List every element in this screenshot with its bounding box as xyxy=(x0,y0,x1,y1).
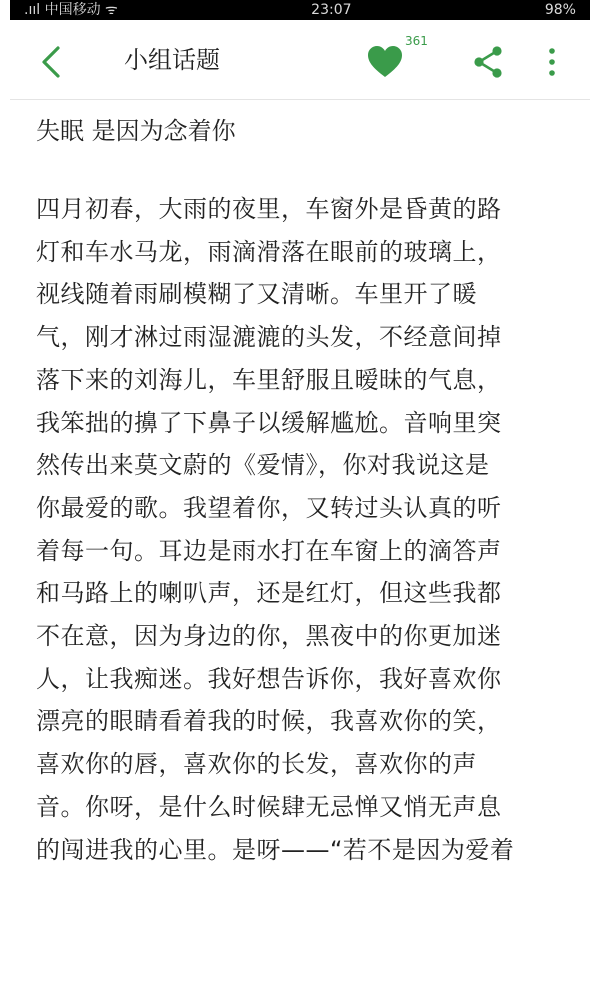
post-line: 音。你呀，是什么时候肆无忌惮又悄无声息 xyxy=(36,792,502,821)
post-line: 视线随着雨刷模糊了又清晰。车里开了暖 xyxy=(36,280,477,309)
post-body xyxy=(36,188,566,871)
share-button[interactable] xyxy=(470,44,506,80)
more-options-button[interactable] xyxy=(540,44,564,80)
post-line: 我笨拙的擤了下鼻子以缓解尴尬。音响里突 xyxy=(36,408,502,437)
post-line: 落下来的刘海儿，车里舒服且暧昧的气息， xyxy=(36,365,502,394)
post-line: 的闯进我的心里。是呀——“若不是因为爱着 xyxy=(36,835,515,864)
heart-icon xyxy=(365,44,405,80)
post-line: 不在意，因为身边的你，黑夜中的你更加迷 xyxy=(36,622,502,651)
post-line: 和马路上的喇叭声，还是红灯，但这些我都 xyxy=(36,579,502,608)
post-line: 气，刚才淋过雨湿漉漉的头发，不经意间掉 xyxy=(36,323,502,352)
share-icon xyxy=(470,44,506,80)
more-vertical-icon xyxy=(540,44,564,80)
battery-level: 98% xyxy=(544,2,576,18)
post-line: 漂亮的眼睛看着我的时候，我喜欢你的笑， xyxy=(36,707,502,736)
post-line: 然传出来莫文蔚的《爱情》，你对我说这是 xyxy=(36,451,490,480)
post-line: 人，让我痴迷。我好想告诉你，我好喜欢你 xyxy=(36,664,502,693)
like-button[interactable] xyxy=(365,44,405,80)
page-title: 小组话题 xyxy=(124,46,220,74)
post-title: 失眠 是因为念着你 xyxy=(36,117,236,145)
post-line: 着每一句。耳边是雨水打在车窗上的滴答声 xyxy=(36,536,502,565)
back-button[interactable] xyxy=(32,42,72,82)
like-count: 361 xyxy=(405,34,428,48)
top-app-bar xyxy=(10,20,590,100)
post-line: 四月初春，大雨的夜里，车窗外是昏黄的路 xyxy=(36,195,502,223)
carrier-signal: .ııl 中国移动 ᯤ xyxy=(24,2,118,18)
status-time: 23:07 xyxy=(311,2,352,18)
post-line: 灯和车水马龙，雨滴滑落在眼前的玻璃上， xyxy=(36,237,502,266)
post-content xyxy=(10,100,590,984)
post-line: 喜欢你的唇，喜欢你的长发，喜欢你的声 xyxy=(36,750,477,779)
chevron-left-icon xyxy=(32,42,72,82)
status-bar xyxy=(10,0,590,20)
post-line: 你最爱的歌。我望着你，又转过头认真的听 xyxy=(36,493,502,522)
